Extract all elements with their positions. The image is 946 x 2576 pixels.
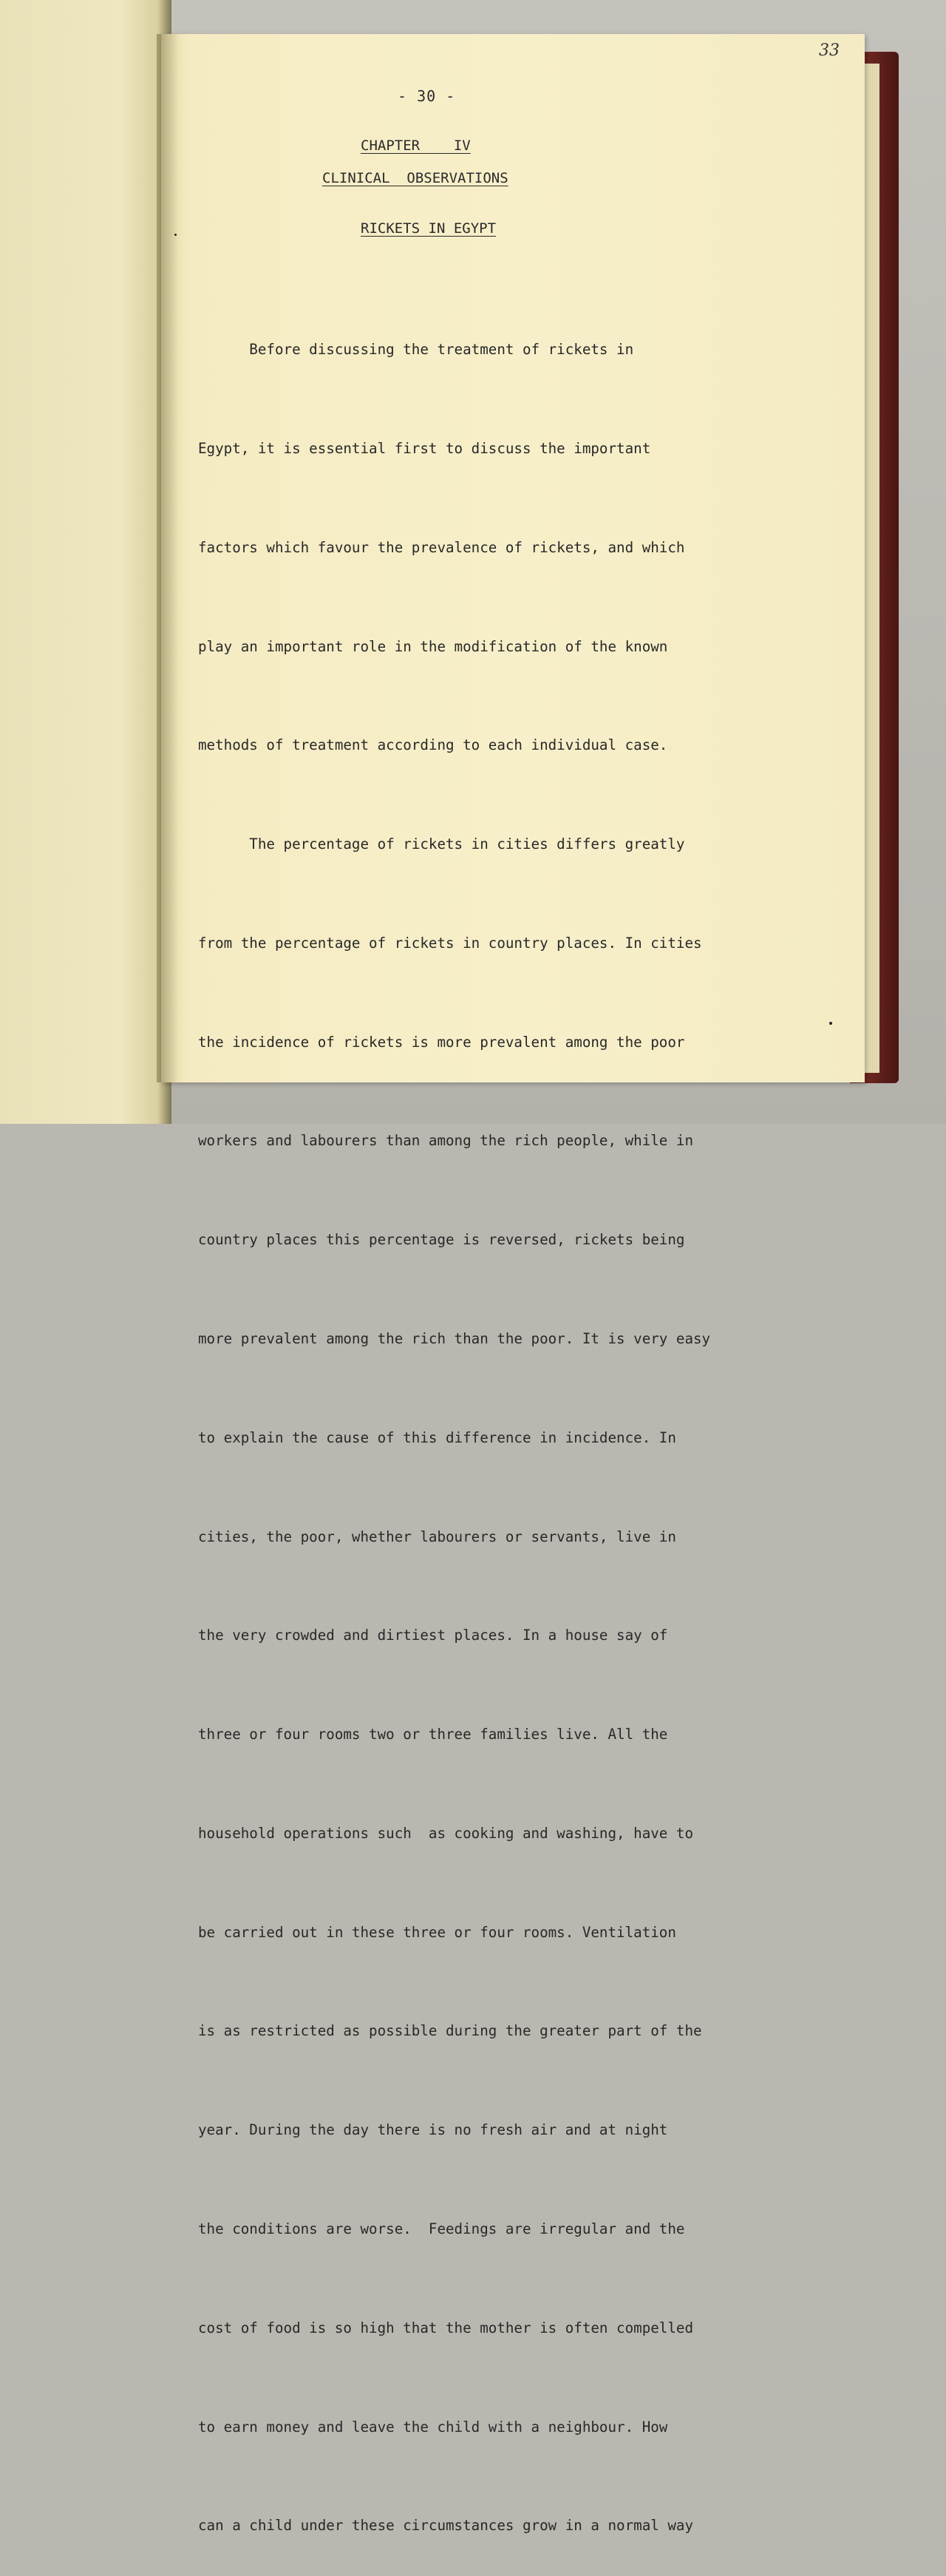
ink-dot — [829, 1022, 832, 1025]
ink-dot — [174, 234, 177, 236]
gutter-shadow — [157, 34, 179, 1082]
body-text — [198, 268, 834, 2576]
text-line: cities, the poor, whether labourers or servants, live in — [198, 1528, 676, 1545]
text-line: The percentage of rickets in cities differs greatly — [198, 835, 685, 853]
text-line: be carried out in these three or four rooms. Ventilation — [198, 1923, 676, 1941]
text-line: can a child under these circumstances grow in a normal way — [198, 2517, 694, 2535]
section-heading: CLINICAL OBSERVATIONS — [322, 170, 508, 186]
page-number: - 30 - — [398, 87, 456, 105]
text-line: factors which favour the prevalence of rickets, and which — [198, 538, 685, 556]
text-line: cost of food is so high that the mother is often compelled — [198, 2319, 694, 2336]
text-line: more prevalent among the rich than the poor. It is very easy — [198, 1330, 711, 1347]
text-line: Before discussing the treatment of rickets in — [198, 341, 634, 359]
text-line: Egypt, it is essential first to discuss the important — [198, 439, 651, 457]
text-line: the incidence of rickets is more prevalent among the poor — [198, 1033, 685, 1051]
text-line: household operations such as cooking and washing, have to — [198, 1824, 694, 1842]
text-line: methods of treatment according to each individual case. — [198, 736, 668, 754]
text-line: country places this percentage is reversed, rickets being — [198, 1231, 685, 1249]
text-line: is as restricted as possible during the greater part of the — [198, 2022, 702, 2040]
left-page-bleed-through — [0, 0, 171, 1124]
text-line: to explain the cause of this difference in incidence. In — [198, 1428, 676, 1446]
text-line: from the percentage of rickets in country places. In cities — [198, 934, 702, 952]
folio-number: 33 — [819, 41, 840, 60]
text-line: the very crowded and dirtiest places. In a house say of — [198, 1627, 668, 1644]
text-line: workers and labourers than among the rich people, while in — [198, 1132, 694, 1150]
text-line: year. During the day there is no fresh air and at night — [198, 2121, 668, 2139]
text-line: to earn money and leave the child with a neighbour. How — [198, 2418, 668, 2436]
text-line: three or four rooms two or three families live. All the — [198, 1726, 668, 1743]
subsection-heading: RICKETS IN EGYPT — [361, 220, 497, 237]
text-line: play an important role in the modification of the known — [198, 637, 668, 655]
text-line: the conditions are worse. Feedings are irregular and the — [198, 2220, 685, 2238]
left-page — [0, 0, 171, 1124]
chapter-heading: CHAPTER IV — [361, 138, 471, 154]
